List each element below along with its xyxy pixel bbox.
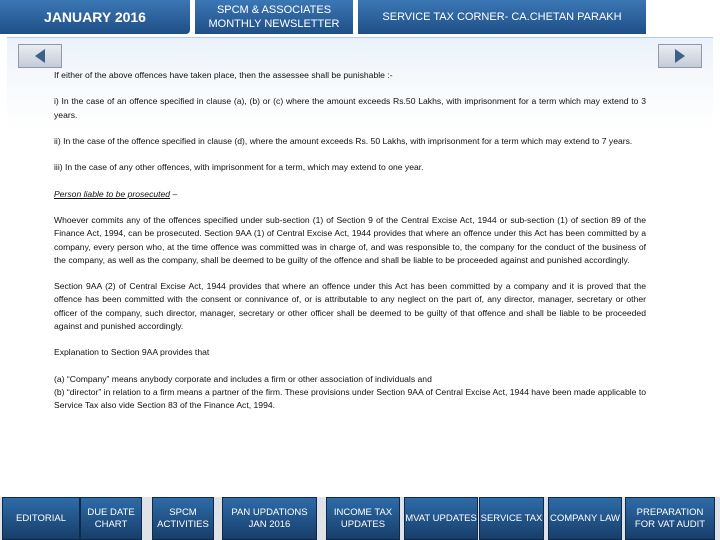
footer-button-editorial[interactable]: EDITORIAL [2, 497, 80, 540]
clause-i: i) In the case of an offence specified in clause (a), (b) or (c) where the amount exceeds Rs.50 Lakhs, with imprisonment for a term which may extend to 3 years. [54, 96, 646, 120]
triangle-left-icon [33, 48, 47, 64]
newsletter-title: SPCM & ASSOCIATES MONTHLY NEWSLETTER [195, 0, 353, 34]
triangle-right-icon [673, 48, 687, 64]
footer-button-company-law[interactable]: COMPANY LAW [548, 497, 622, 540]
next-page-button[interactable] [658, 44, 702, 68]
definitions [54, 373, 646, 413]
definition-a: (a) “Company” means anybody corporate and includes a firm or other association of individuals and [54, 373, 432, 384]
paragraph-whoever: Whoever commits any of the offences specified under sub-section (1) of Section 9 of the Central Excise Act, 1944 or sub-section (1) of section 89 of the Finance Act, 1994, can be prosecuted. Section 9AA (1) of Central Excise Act, 1944 provides that where an offence under this Act has been committed by a company, every person who, at the time offence was committed was in charge of, and was responsible to, the company for the conduct of the business of the company, as well as the company, shall be deemed to be guilty of the offence and shall be liable to be proceeded against and punished accordingly. [54, 215, 646, 265]
footer-button-due-date-chart[interactable]: DUE DATE CHART [80, 497, 142, 540]
heading-suffix: – [170, 188, 178, 199]
section-title: SERVICE TAX CORNER- CA.CHETAN PARAKH [358, 0, 646, 34]
heading-person-liable [54, 188, 646, 201]
footer-button-mvat-updates[interactable]: MVAT UPDATES [404, 497, 478, 540]
footer-nav [0, 497, 720, 540]
paragraph-section-9aa-2: Section 9AA (2) of Central Excise Act, 1944 provides that where an offence under this Act has been committed by a company and it is proved that the offence has been committed with the consent or connivance of, or is attributable to any neglect on the part of, any director, manager, secretary or other officer of the company, such director, manager, secretary or other officer shall be deemed to be guilty of that offence and shall be liable to be proceeded against and punished accordingly. [54, 281, 646, 331]
footer-button-pan-updations[interactable]: PAN UPDATIONS JAN 2016 [222, 497, 317, 540]
footer-button-vat-audit[interactable]: PREPARATION FOR VAT AUDIT [625, 497, 715, 540]
heading-liable-text: Person liable to be prosecuted [54, 188, 171, 199]
explanation-text: Explanation to Section 9AA provides that [54, 347, 210, 358]
intro-text: If either of the above offences have taken place, then the assessee shall be punishable :- [54, 70, 393, 80]
clause-ii: ii) In the case of the offence specified in clause (d), where the amount exceeds Rs. 50 Lakhs, with imprisonment for a term which may extend to 7 years. [54, 135, 633, 146]
footer-button-income-tax-updates[interactable]: INCOME TAX UPDATES [326, 497, 400, 540]
footer-button-spcm-activities[interactable]: SPCM ACTIVITIES [152, 497, 214, 540]
newsletter-month: JANUARY 2016 [0, 0, 190, 34]
definition-b: (b) “director” in relation to a firm means a partner of the firm. These provisions under Section 9AA of Central Excise Act, 1944 have been made applicable to Service Tax also vide Section 83 of the Finance Act, 1994. [54, 386, 646, 410]
previous-page-button[interactable] [18, 44, 62, 68]
footer-button-service-tax[interactable]: SERVICE TAX [479, 497, 544, 540]
article-body [54, 69, 646, 412]
clause-iii: iii) In the case of any other offences, with imprisonment for a term, which may extend to one year. [54, 162, 424, 173]
